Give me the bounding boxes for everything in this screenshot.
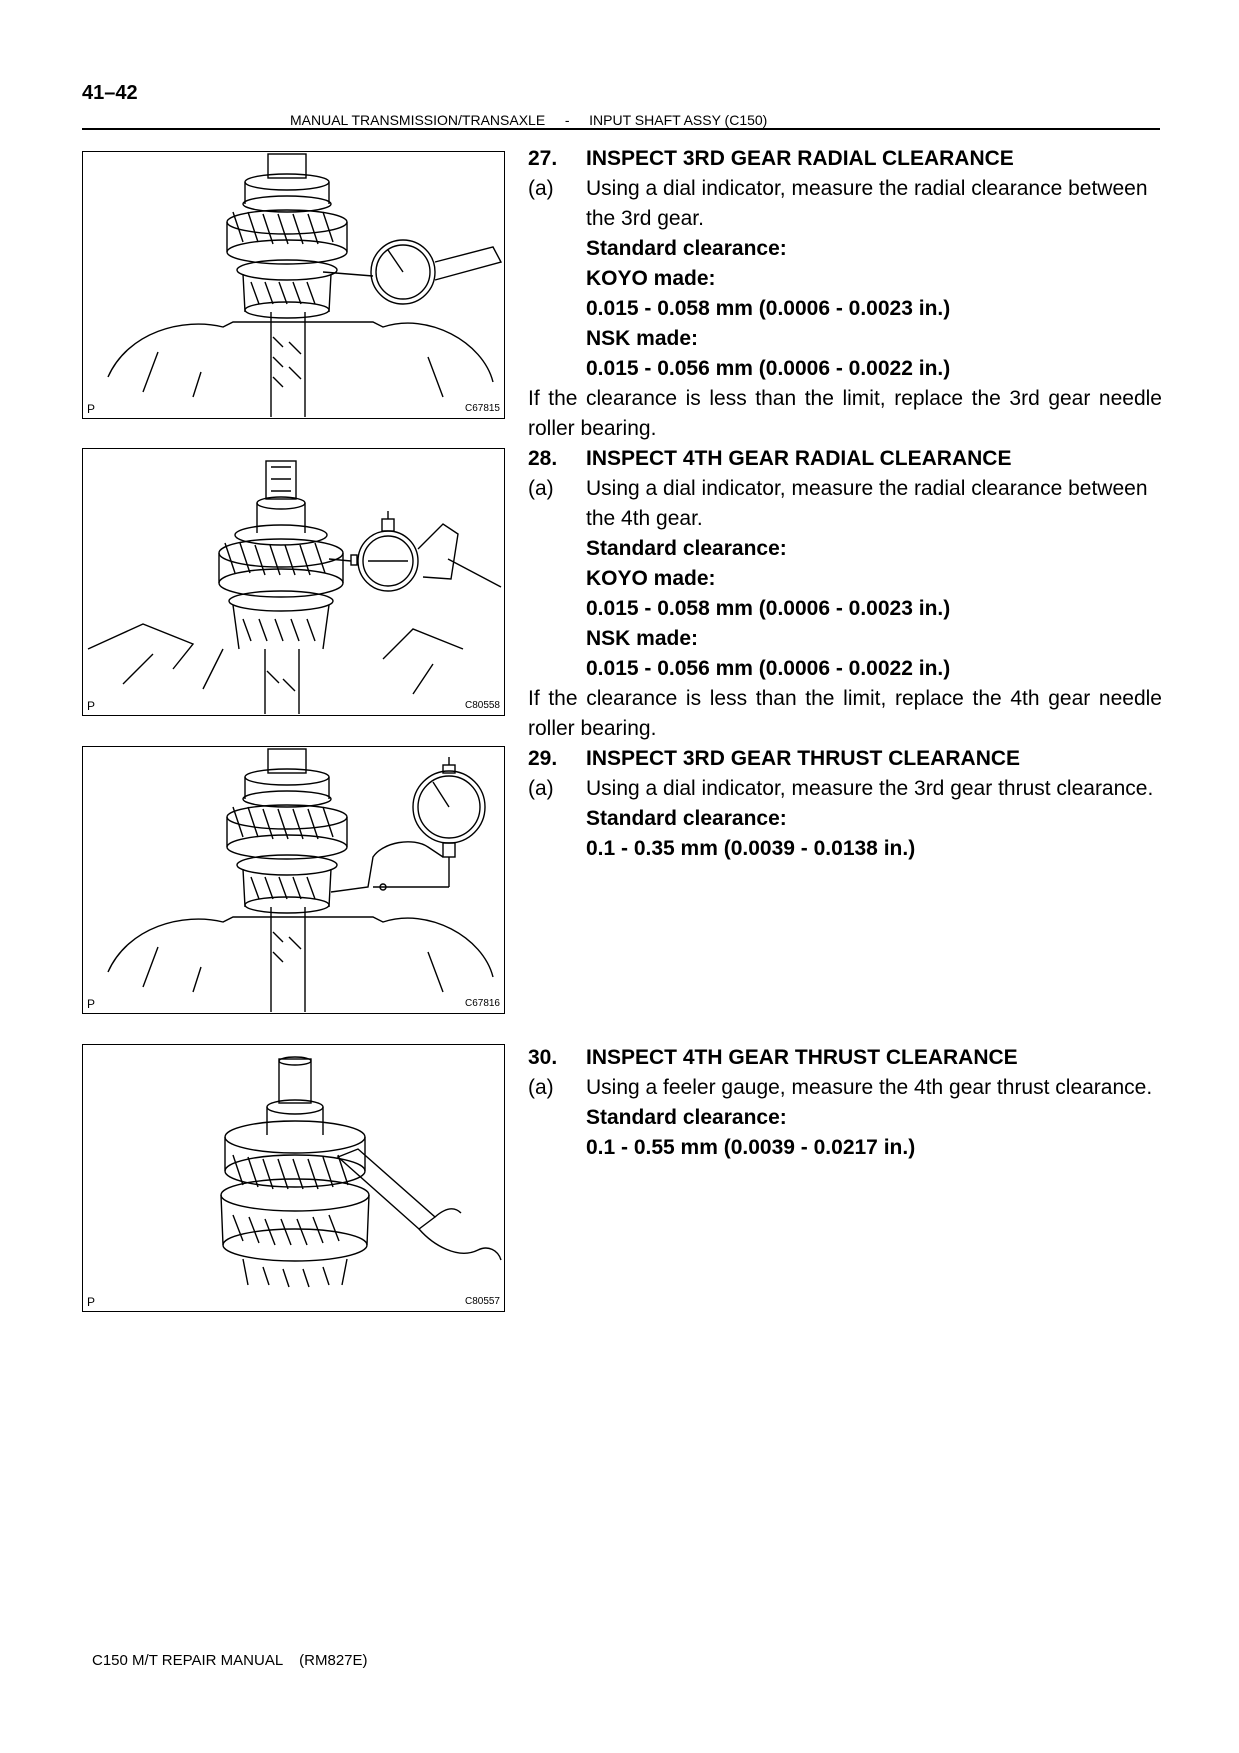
- header-separator: -: [564, 112, 570, 128]
- figure-4th-gear-radial: [82, 448, 505, 716]
- sub-step-text: Using a dial indicator, measure the radial clearance between the 3rd gear.: [586, 177, 1148, 230]
- feeler-gauge-thrust-4th-illustration: [83, 1045, 503, 1310]
- figure-letter: P: [87, 402, 96, 416]
- running-header: [290, 112, 767, 128]
- footer: [92, 1652, 368, 1669]
- dial-indicator-radial-4th-illustration: [83, 449, 503, 714]
- step-title: INSPECT 3RD GEAR RADIAL CLEARANCE: [586, 147, 1014, 170]
- header-rule: [82, 128, 1160, 130]
- footer-manual: C150 M/T REPAIR MANUAL: [92, 1652, 284, 1669]
- step-number: 28.: [528, 447, 558, 470]
- spec-value: 0.015 - 0.058 mm (0.0006 - 0.0023 in.): [586, 597, 951, 620]
- figure-letter: P: [87, 997, 96, 1011]
- figure-3rd-gear-radial: [82, 151, 505, 419]
- spec-label: NSK made:: [586, 627, 699, 650]
- spec-label: NSK made:: [586, 327, 699, 350]
- dial-indicator-radial-3rd-illustration: [83, 152, 503, 417]
- spec-label: KOYO made:: [586, 567, 716, 590]
- step-note: If the clearance is less than the limit, replace the 3rd gear needle roller bearing.: [528, 387, 1162, 440]
- step-27: [528, 144, 1162, 444]
- step-number: 27.: [528, 147, 558, 170]
- step-28: [528, 444, 1162, 744]
- standard-label: Standard clearance:: [586, 537, 787, 560]
- step-30: [528, 1043, 1162, 1163]
- header-subsection: INPUT SHAFT ASSY (C150): [589, 112, 768, 128]
- spec-value: 0.1 - 0.35 mm (0.0039 - 0.0138 in.): [586, 837, 916, 860]
- standard-label: Standard clearance:: [586, 1106, 787, 1129]
- spec-value: 0.015 - 0.058 mm (0.0006 - 0.0023 in.): [586, 297, 951, 320]
- step-title: INSPECT 3RD GEAR THRUST CLEARANCE: [586, 747, 1021, 770]
- step-29: [528, 744, 1162, 864]
- standard-label: Standard clearance:: [586, 807, 787, 830]
- step-note: If the clearance is less than the limit, replace the 4th gear needle roller bearing.: [528, 687, 1162, 740]
- figure-letter: P: [87, 699, 96, 713]
- standard-label: Standard clearance:: [586, 237, 787, 260]
- sub-step-text: Using a dial indicator, measure the radial clearance between the 4th gear.: [586, 477, 1148, 530]
- figure-4th-gear-thrust: [82, 1044, 505, 1312]
- figure-code: C67816: [464, 998, 500, 1009]
- step-number: 29.: [528, 747, 558, 770]
- spec-value: 0.015 - 0.056 mm (0.0006 - 0.0022 in.): [586, 357, 951, 380]
- sub-step-label: (a): [528, 1076, 554, 1099]
- step-title: INSPECT 4TH GEAR THRUST CLEARANCE: [586, 1046, 1018, 1069]
- footer-code: (RM827E): [299, 1652, 368, 1669]
- step-title: INSPECT 4TH GEAR RADIAL CLEARANCE: [586, 447, 1012, 470]
- figure-code: C67815: [464, 403, 500, 414]
- sub-step-text: Using a feeler gauge, measure the 4th gear thrust clearance.: [586, 1076, 1153, 1099]
- sub-step-label: (a): [528, 177, 554, 200]
- spec-value: 0.015 - 0.056 mm (0.0006 - 0.0022 in.): [586, 657, 951, 680]
- sub-step-label: (a): [528, 777, 554, 800]
- figure-3rd-gear-thrust: [82, 746, 505, 1014]
- page-number: 41–42: [82, 82, 138, 104]
- step-number: 30.: [528, 1046, 558, 1069]
- figure-letter: P: [87, 1295, 96, 1309]
- spec-value: 0.1 - 0.55 mm (0.0039 - 0.0217 in.): [586, 1136, 916, 1159]
- spec-label: KOYO made:: [586, 267, 716, 290]
- dial-indicator-thrust-3rd-illustration: [83, 747, 503, 1012]
- figure-code: C80557: [464, 1296, 500, 1307]
- header-section: MANUAL TRANSMISSION/TRANSAXLE: [290, 112, 546, 128]
- figure-code: C80558: [464, 700, 500, 711]
- sub-step-label: (a): [528, 477, 554, 500]
- sub-step-text: Using a dial indicator, measure the 3rd gear thrust clearance.: [586, 777, 1154, 800]
